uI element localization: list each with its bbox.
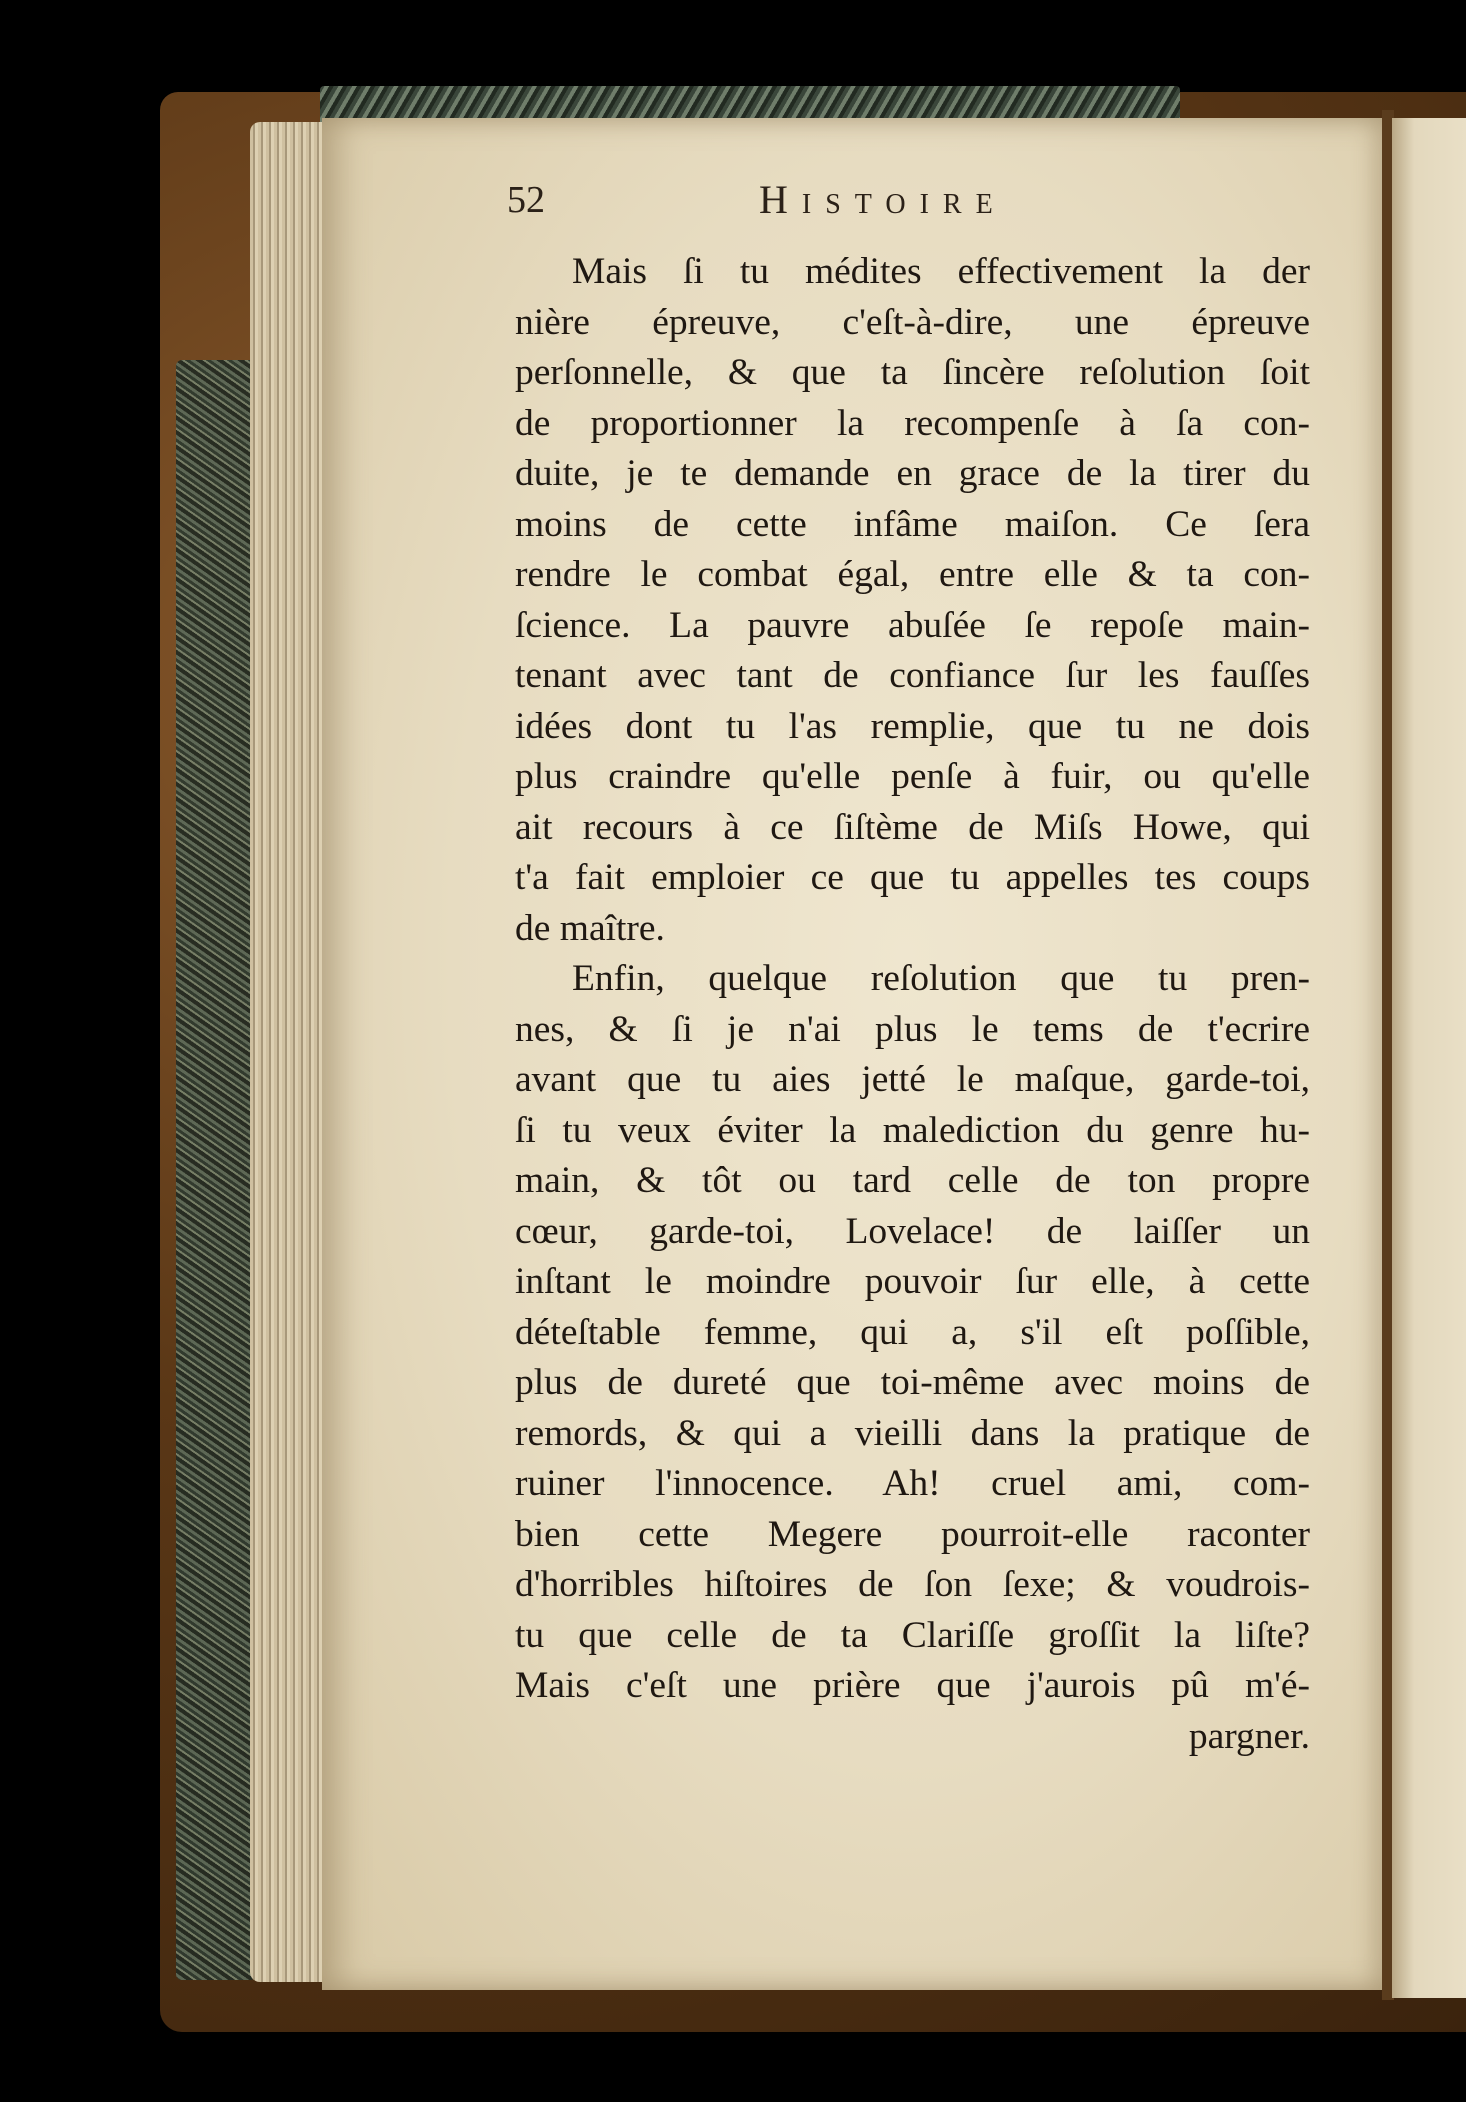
text-line: remords, & qui a vieilli dans la pratique de: [515, 1412, 1310, 1454]
page-number: 52: [507, 179, 545, 221]
paragraph-2: [515, 954, 1310, 1762]
text-line: de proportionner la recompenſe à ſa con-: [515, 402, 1310, 444]
text-line: pargner.: [1188, 1715, 1310, 1757]
text-line: duite, je te demande en grace de la tirer du: [515, 453, 1310, 494]
text-line: rendre le combat égal, entre elle & ta con-: [515, 554, 1310, 595]
body-text: [515, 247, 1310, 1762]
text-line: de maître.: [515, 907, 665, 949]
text-line: ſi tu veux éviter la malediction du genre hu-: [515, 1109, 1310, 1151]
running-title: Histoire: [759, 177, 1007, 222]
text-line: Mais c'eſt une prière que j'aurois pû m'é-: [515, 1665, 1310, 1706]
text-line: déteſtable femme, qui a, s'il eſt poſſible,: [515, 1311, 1310, 1353]
text-line: t'a fait emploier ce que tu appelles tes coups: [515, 857, 1310, 898]
text-line: moins de cette infâme maiſon. Ce ſera: [515, 503, 1310, 545]
text-line: Mais ſi tu médites effectivement la der: [572, 251, 1310, 292]
paragraph-1: [515, 247, 1310, 954]
text-line: ruiner l'innocence. Ah! cruel ami, com-: [515, 1463, 1310, 1504]
text-line: avant que tu aies jetté le maſque, garde-toi,: [515, 1059, 1310, 1100]
text-line: perſonnelle, & que ta ſincère reſolution ſoit: [515, 352, 1310, 393]
text-line: plus craindre qu'elle penſe à fuir, ou qu'elle: [515, 756, 1310, 797]
text-line: ait recours à ce ſiſtème de Miſs Howe, qui: [515, 806, 1310, 848]
text-line: plus de dureté que toi-même avec moins de: [515, 1362, 1310, 1403]
text-line: tenant avec tant de confiance ſur les fauſſes: [515, 655, 1310, 696]
marbled-board-side: [176, 360, 256, 1980]
text-line: ſcience. La pauvre abuſée ſe repoſe main-: [515, 604, 1310, 646]
text-line: bien cette Megere pourroit-elle raconter: [515, 1513, 1310, 1555]
text-line: Enfin, quelque reſolution que tu pren-: [572, 958, 1310, 999]
text-line: nière épreuve, c'eſt-à-dire, une épreuve: [515, 301, 1310, 343]
text-line: main, & tôt ou tard celle de ton propre: [515, 1160, 1310, 1201]
text-line: idées dont tu l'as remplie, que tu ne dois: [515, 705, 1310, 747]
text-line: nes, & ſi je n'ai plus le tems de t'ecrire: [515, 1008, 1310, 1050]
facing-page-edge: [1392, 118, 1466, 1998]
text-line: cœur, garde-toi, Lovelace! de laiſſer un: [515, 1210, 1310, 1252]
page-edges: [250, 122, 330, 1982]
text-line: tu que celle de ta Clariſſe groſſit la liſte?: [515, 1614, 1310, 1656]
running-head: [507, 176, 1307, 236]
text-line: d'horribles hiſtoires de ſon ſexe; & voudrois-: [515, 1564, 1310, 1605]
text-line: inſtant le moindre pouvoir ſur elle, à cette: [515, 1261, 1310, 1302]
